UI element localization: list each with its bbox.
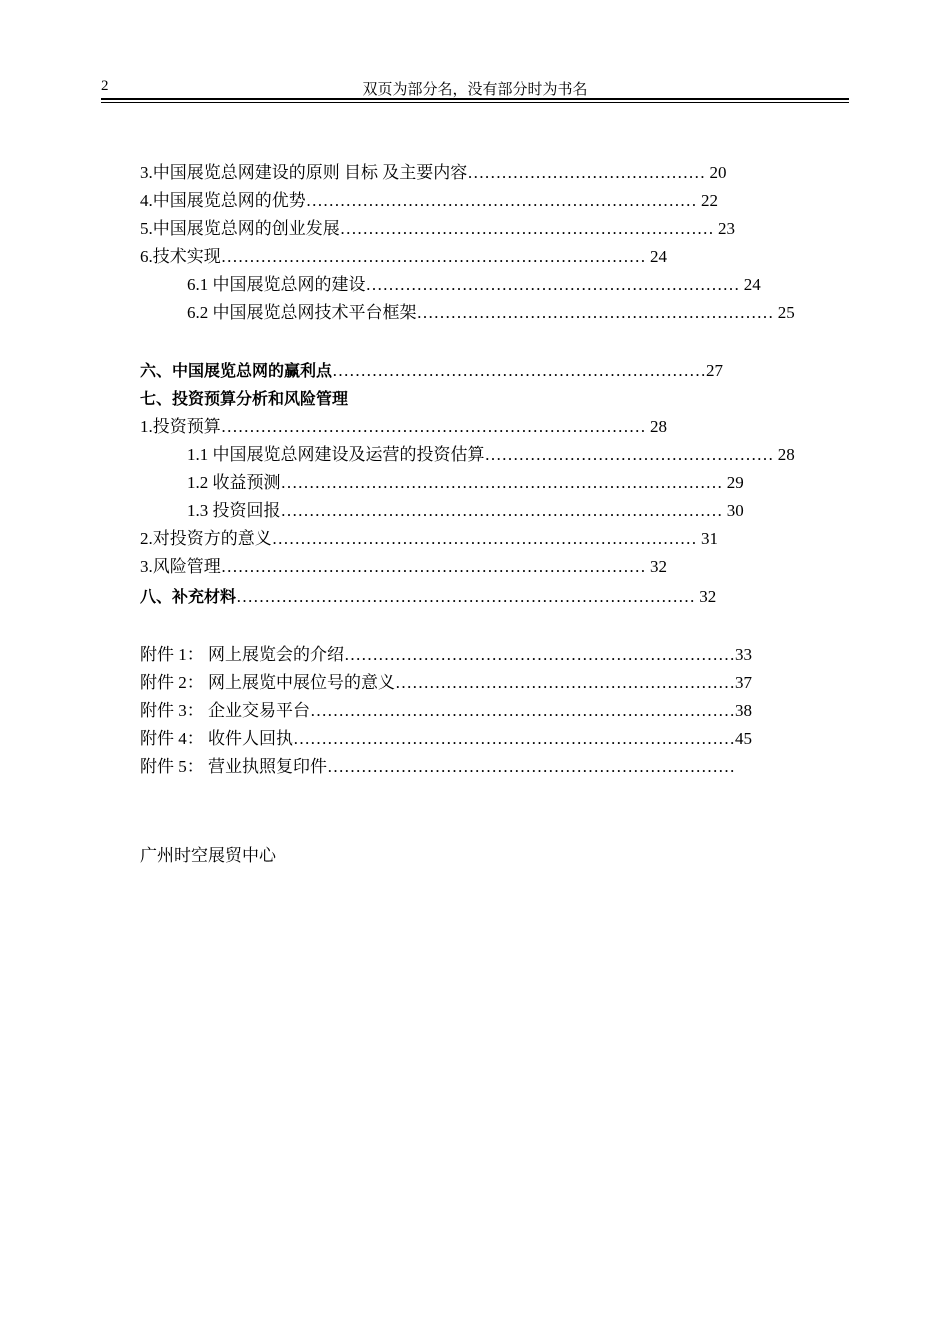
toc-entry-title: 6.1 中国展览总网的建设 [187,275,366,294]
toc-subentry[interactable] [187,470,744,496]
toc-page-number: 45 [735,729,752,748]
toc-entry[interactable] [140,244,667,270]
toc-entry-title: 附件 1： 网上展览会的介绍 [140,645,344,664]
toc-leader-dots: …………………………………………………………………… [293,729,735,748]
toc-appendix[interactable] [140,754,735,780]
toc-page-number: 27 [706,361,724,380]
toc-entry-title: 6.2 中国展览总网技术平台框架 [187,303,417,322]
toc-leader-dots: ………………………………………………………… [339,219,714,238]
toc-page-number: 24 [645,247,667,266]
page-header [101,78,849,98]
toc-chapter[interactable] [140,386,348,412]
toc-leader-dots: ………………………………………………………… [365,275,740,294]
toc-leader-dots: ……………………………………………………… [416,303,774,322]
toc-page-number: 31 [696,529,718,548]
toc-entry-title: 附件 2： 网上展览中展位号的意义 [140,673,395,692]
toc-page-number: 23 [713,219,735,238]
toc-subentry[interactable] [187,442,795,468]
toc-entry-title: 1.1 中国展览总网建设及运营的投资估算 [187,445,485,464]
toc-entry-title: 附件 3： 企业交易平台 [140,701,310,720]
toc-entry-title: 3.风险管理 [140,557,221,576]
toc-leader-dots: ………………………………………………………………… [220,557,646,576]
toc-subentry[interactable] [187,498,744,524]
toc-entry-title: 1.投资预算 [140,417,221,436]
toc-entry-title: 七、投资预算分析和风险管理 [140,389,349,408]
toc-page-number: 20 [705,163,727,182]
toc-leader-dots: ………………………………………………………………… [220,247,646,266]
toc-entry-title: 附件 5： 营业执照复印件 [140,757,327,776]
toc-page-number: 28 [645,417,667,436]
toc-entry-title: 附件 4： 收件人回执 [140,729,293,748]
toc-leader-dots: …………………………………… [467,163,706,182]
toc-entry[interactable] [140,526,718,552]
toc-entry-title: 4.中国展览总网的优势 [140,191,306,210]
toc-entry[interactable] [140,554,667,580]
toc-leader-dots: ……………………………………………………………… [327,757,735,776]
toc-entry-title: 六、中国展览总网的赢利点 [140,361,333,380]
toc-appendix[interactable] [140,726,752,752]
toc-entry-title: 1.2 收益预测 [187,473,281,492]
toc-entry-title: 3.中国展览总网建设的原则 目标 及主要内容 [140,163,468,182]
toc-leader-dots: …………………………………………………………… [344,645,735,664]
toc-appendix[interactable] [140,698,752,724]
toc-page-number: 28 [773,445,795,464]
toc-page-number: 38 [735,701,752,720]
toc-subentry[interactable] [187,272,761,298]
page-number: 2 [101,78,109,94]
toc-leader-dots: …………………………………………… [484,445,774,464]
toc-chapter[interactable] [140,584,716,610]
toc-page-number: 30 [722,501,744,520]
header-rule-thick [101,98,849,100]
toc-entry-title: 5.中国展览总网的创业发展 [140,219,340,238]
toc-page-number: 24 [739,275,761,294]
toc-leader-dots: …………………………………………………………… [305,191,697,210]
toc-entry[interactable] [140,160,727,186]
toc-leader-dots: ………………………………………………………… [332,361,707,380]
toc-leader-dots: …………………………………………………………………… [280,501,723,520]
toc-leader-dots: ………………………………………………………………… [310,701,735,720]
toc-page-number: 37 [735,673,752,692]
toc-leader-dots: …………………………………………………… [395,673,735,692]
toc-page-number: 33 [735,645,752,664]
toc-chapter[interactable] [140,358,723,384]
toc-entry[interactable] [140,216,735,242]
toc-page-number: 32 [695,587,717,606]
running-title: 双页为部分名，没有部分时为书名 [362,82,588,98]
toc-entry[interactable] [140,414,667,440]
toc-entry[interactable] [140,188,718,214]
toc-leader-dots: ………………………………………………………………… [220,417,646,436]
toc-page-number: 25 [773,303,795,322]
organization-name: 广州时空展贸中心 [140,846,276,865]
toc-subentry[interactable] [187,300,795,326]
toc-entry-title: 6.技术实现 [140,247,221,266]
toc-leader-dots: ………………………………………………………………… [271,529,697,548]
toc-page-number: 32 [645,557,667,576]
toc-appendix[interactable] [140,670,752,696]
toc-appendix[interactable] [140,642,752,668]
toc-leader-dots: ……………………………………………………………………… [236,587,696,606]
toc-page-number: 22 [696,191,718,210]
header-rule-thin [101,102,849,103]
toc-page-number: 29 [722,473,744,492]
toc-leader-dots: …………………………………………………………………… [280,473,723,492]
toc-entry-title: 2.对投资方的意义 [140,529,272,548]
toc-entry-title: 1.3 投资回报 [187,501,281,520]
toc-entry-title: 八、补充材料 [140,587,237,606]
